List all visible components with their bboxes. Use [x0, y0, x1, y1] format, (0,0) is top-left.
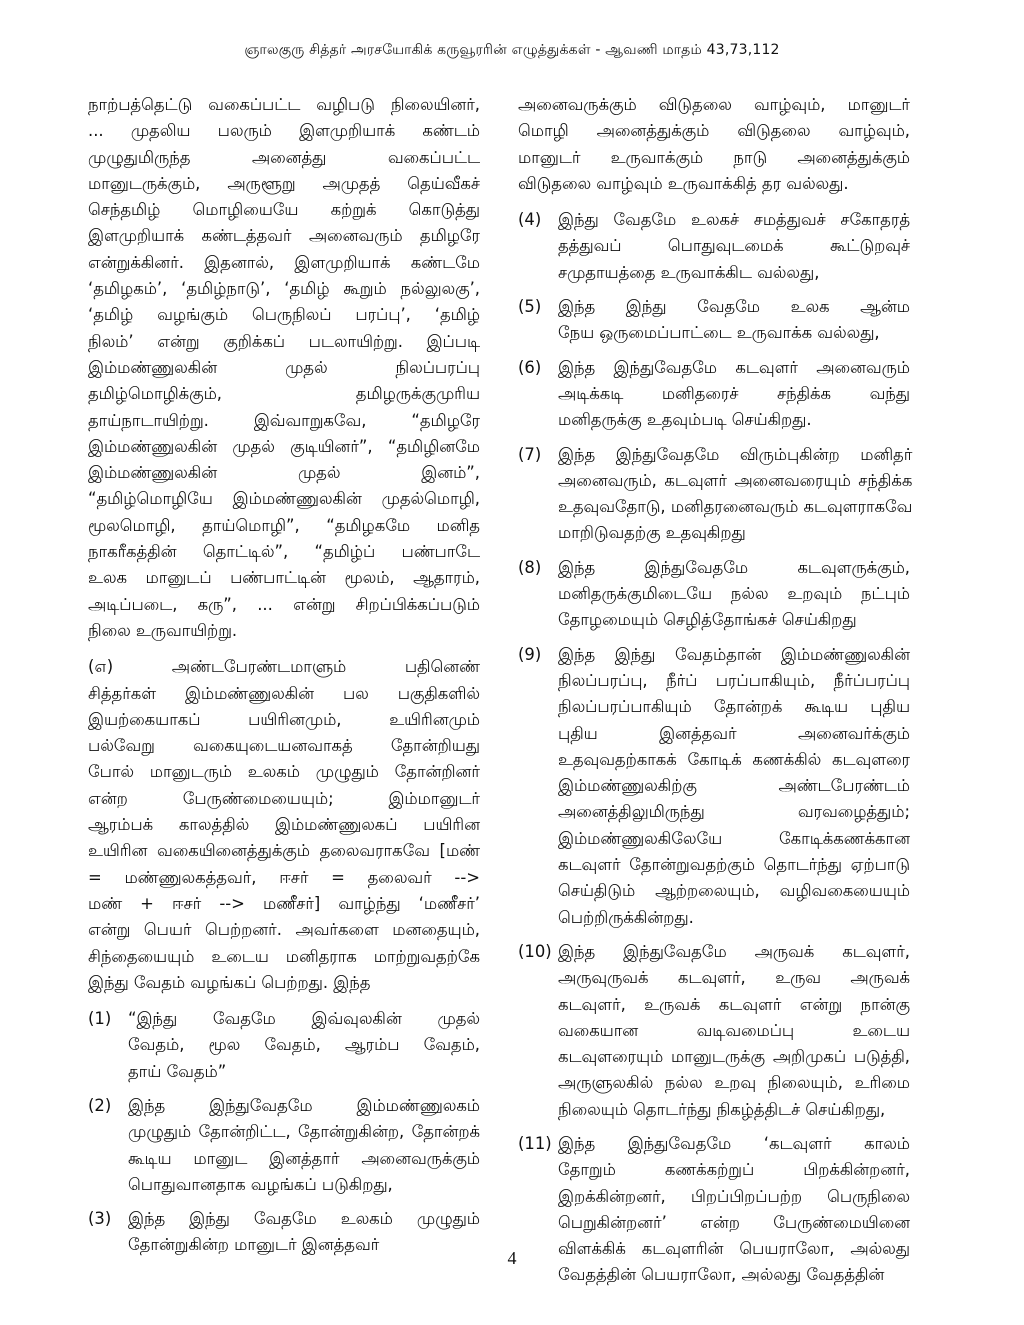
text-line: விளக்கிக் கடவுளரின் பெயராலோ, அல்லது [558, 1239, 910, 1259]
paragraph [88, 654, 480, 996]
text-line: இறக்கின்றனர், பிறப்பிறப்பற்ற பெருநிலை [558, 1186, 910, 1206]
text-line: மாறிடுவதற்கு உதவுகிறது [558, 523, 746, 543]
text-line: இந்த இந்து வேதமே உலகம் முழுதும் [128, 1209, 480, 1229]
list-item-number: (1) [88, 1009, 112, 1029]
text-line: இந்த இந்து வேதமே உலக ஆன்ம [558, 297, 910, 317]
text-line: இந்த இந்துவேதமே விரும்புகின்ற மனிதர் [558, 444, 913, 464]
list-item-number: (6) [518, 357, 542, 377]
text-line: என்ற பேருண்மையையும்; இம்மானுடர் [88, 788, 480, 808]
text-line: சிந்தையையும் உடைய மனிதராக மாற்றுவதற்கே [88, 946, 480, 966]
text-line: தோறும் கணக்கற்றுப் பிறக்கின்றனர், [558, 1160, 910, 1180]
text-line: புதிய இனத்தவர் அனைவர்க்கும் [558, 723, 910, 743]
text-line: இந்த இந்துவேதமே அருவக் கடவுளர், [558, 941, 910, 961]
text-line: செய்திடும் ஆற்றலையும், வழிவகையையும் [558, 881, 910, 901]
text-line: இம்மண்ணுலகின் முதல் இனம்”, [88, 463, 480, 483]
text-line: நிலப்பரப்பாகியும் தோன்றக் கூடிய புதிய [558, 697, 910, 717]
text-line: பல்வேறு வகையுடையனவாகத் தோன்றியது [88, 736, 480, 756]
text-line: நிலம்’ என்று குறிக்கப் படலாயிற்று. இப்படி [88, 331, 480, 351]
text-line: இந்த இந்துவேதமே இம்மண்ணுலகம் [128, 1095, 480, 1115]
text-line: பெறுகின்றனர்’ என்ற பேருண்மையினை [558, 1212, 910, 1232]
text-line: வேதம், மூல வேதம், ஆரம்ப வேதம், [128, 1035, 480, 1055]
list-item [88, 1093, 480, 1198]
list-item-text [558, 939, 910, 1123]
text-line: மானுடர் உருவாக்கும் நாடு அனைத்துக்கும் [518, 147, 910, 167]
text-line: கூடிய மானுட இனத்தார் அனைவருக்கும் [128, 1148, 480, 1168]
right-column [518, 92, 913, 1297]
page-number: 4 [507, 1248, 517, 1268]
list-item [88, 1006, 480, 1085]
list-item [518, 939, 910, 1123]
text-line: இந்த இந்துவேதமே ‘கடவுளர் காலம் [558, 1133, 910, 1153]
page-header: ஞாலகுரு சித்தர் அரசயோகிக் கருவூரரின் எழுத்துக்கள் - ஆவணி மாதம் 43,73,112 [244, 42, 780, 58]
text-line: போல் மானுடரும் உலகம் முழுதும் தோன்றினர் [88, 762, 480, 782]
text-line: ... முதலிய பலரும் இளமுறியாக் கண்டம் [88, 121, 480, 141]
text-line: முழுதுமிருந்த அனைத்து வகைப்பட்ட [88, 147, 480, 167]
text-line: தோழமையும் செழித்தோங்கச் செய்கிறது [558, 610, 857, 630]
text-line: பெற்றிருக்கின்றது. [558, 907, 694, 927]
list-item-number: (4) [518, 210, 542, 230]
numbered-list [518, 207, 913, 1289]
text-line: நேய ஒருமைப்பாட்டை உருவாக்க வல்லது, [558, 323, 880, 343]
list-item-number: (10) [518, 941, 552, 961]
text-line: மண் + ஈசர் --> மணீசர்] வாழ்ந்து ‘மணீசர்’ [88, 893, 480, 913]
text-line: வேதத்தின் பெயராலோ, அல்லது வேதத்தின் [558, 1265, 885, 1285]
list-item-text [558, 207, 910, 286]
text-line: தத்துவப் பொதுவுடமைக் கூட்டுறவுச் [558, 236, 910, 256]
list-item-text [558, 442, 912, 547]
left-column [88, 92, 480, 1267]
text-line: சித்தர்கள் இம்மண்ணுலகின் பல பகுதிகளில் [88, 683, 480, 703]
text-line: அடிப்படை, கரு”, ... என்று சிறப்பிக்கப்படும் [88, 594, 480, 614]
text-line: மொழி அனைத்துக்கும் விடுதலை வாழ்வும், [518, 121, 910, 141]
numbered-list [88, 1006, 480, 1259]
list-item [518, 555, 910, 634]
text-line: கடவுளர், உருவக் கடவுளர் என்று நான்கு [558, 994, 910, 1014]
paragraph [88, 92, 480, 644]
text-line: உதவுவதற்காகக் கோடிக் கணக்கில் கடவுளரை [558, 749, 910, 769]
text-line: இந்த இந்துவேதமே கடவுளர் அனைவரும் [558, 357, 910, 377]
paragraph [518, 92, 910, 197]
text-line: இந்த இந்துவேதமே கடவுளருக்கும், [558, 557, 910, 577]
list-item-number: (11) [518, 1133, 552, 1153]
text-line: மூலமொழி, தாய்மொழி”, “தமிழகமே மனித [88, 515, 480, 535]
text-line: முழுதும் தோன்றிட்ட, தோன்றுகின்ற, தோன்றக் [128, 1122, 480, 1142]
list-item-text [558, 294, 910, 347]
list-item [518, 355, 910, 434]
text-line: மனிதருக்குமிடையே நல்ல உறவும் நட்பும் [558, 584, 910, 604]
list-item-number: (3) [88, 1209, 112, 1229]
text-line: உயிரின வகையினைத்துக்கும் தலைவராகவே [மண் [88, 841, 480, 861]
text-line: இந்து வேதம் வழங்கப் பெற்றது. இந்த [88, 972, 371, 992]
text-line: அடிக்கடி மனிதரைச் சந்திக்க வந்து [558, 383, 910, 403]
text-line: என்றுக்கினர். இதனால், இளமுறியாக் கண்டமே [88, 252, 480, 272]
text-line: இந்து வேதமே உலகச் சமத்துவச் சகோதரத் [558, 210, 910, 230]
list-item-number: (9) [518, 644, 542, 664]
list-item-number: (2) [88, 1095, 112, 1115]
text-line: இளமுறியாக் கண்டத்தவர் அனைவரும் தமிழரே [88, 226, 480, 246]
text-line: கடவுளர் தோன்றுவதற்கும் தொடர்ந்து ஏற்பாடு [558, 855, 910, 875]
text-line: நாற்பத்தெட்டு வகைப்பட்ட வழிபடு நிலையினர், [88, 95, 480, 114]
list-item [518, 207, 910, 286]
text-line: தமிழ்மொழிக்கும், தமிழருக்குமுரிய [88, 384, 480, 404]
text-line: அருவுருவக் கடவுளர், உருவ அருவக் [558, 968, 910, 988]
text-line: நிலப்பரப்பு, நீர்ப் பரப்பாகியும், நீர்ப்பரப்பு [558, 670, 910, 690]
text-line: அனைத்திலுமிருந்து வரவழைத்தும்; [558, 802, 910, 822]
list-item-number: (7) [518, 444, 542, 464]
list-item-number: (8) [518, 557, 542, 577]
text-line: தாய்நாடாயிற்று. இவ்வாறுகவே, “தமிழரே [88, 410, 480, 430]
text-line: இம்மண்ணுலகிலேயே கோடிக்கணக்கான [558, 828, 910, 848]
text-line: அனைவருக்கும் விடுதலை வாழ்வும், மானுடர் [518, 95, 910, 114]
list-item-text [128, 1006, 480, 1085]
text-line: வகையான வடிவமைப்பு உடைய [558, 1020, 910, 1040]
text-line: தோன்றுகின்ற மானுடர் இனத்தவர் [128, 1235, 380, 1255]
list-item [518, 442, 913, 547]
text-line: இம்மண்ணுலகிற்கு அண்டபேரண்டம் [558, 776, 910, 796]
text-line: கடவுளரையும் மானுடருக்கு அறிமுகப் படுத்தி, [558, 1047, 910, 1067]
list-item [518, 642, 910, 931]
text-line: இம்மண்ணுலகின் முதல் நிலப்பரப்பு [88, 357, 480, 377]
text-line: என்று பெயர் பெற்றனர். அவர்களை மனதையும், [88, 920, 480, 940]
text-line: அருளுலகில் நல்ல உறவு நிலையும், உரிமை [558, 1073, 910, 1093]
text-line: மானுடருக்கும், அருளூறு அமுதத் தெய்வீகச் [88, 173, 480, 193]
text-line: அனைவரும், கடவுளர் அனைவரையும் சந்திக்க [558, 470, 913, 490]
text-line: உலக மானுடப் பண்பாட்டின் மூலம், ஆதாரம், [88, 568, 480, 588]
list-item [518, 294, 910, 347]
text-line: “தமிழ்மொழியே இம்மண்ணுலகின் முதல்மொழி, [88, 489, 480, 509]
text-line: செந்தமிழ் மொழியையே கற்றுக் கொடுத்து [88, 200, 480, 220]
text-line: இயற்கையாகப் பயிரினமும், உயிரினமும் [88, 709, 480, 729]
text-line: நிலையும் தொடர்ந்து நிகழ்த்திடச் செய்கிறது, [558, 1099, 886, 1119]
text-line: விடுதலை வாழ்வும் உருவாக்கித் தர வல்லது. [518, 173, 849, 193]
text-line: சமுதாயத்தை உருவாக்கிட வல்லது, [558, 262, 820, 282]
text-line: இம்மண்ணுலகின் முதல் குடியினர்”, “தமிழினமே [88, 436, 480, 456]
text-line: பொதுவானதாக வழங்கப் படுகிறது, [128, 1174, 393, 1194]
text-line: உதவுவதோடு, மனிதரனைவரும் கடவுளராகவே [558, 497, 913, 517]
list-item-text [128, 1093, 480, 1198]
text-line: நிலை உருவாயிற்று. [88, 620, 238, 640]
text-line: நாகரீகத்தின் தொட்டில்”, “தமிழ்ப் பண்பாடே [88, 542, 480, 562]
text-line: “இந்து வேதமே இவ்வுலகின் முதல் [128, 1009, 480, 1029]
list-item-number: (5) [518, 297, 542, 317]
list-item-text [558, 555, 910, 634]
text-line: இந்த இந்து வேதம்தான் இம்மண்ணுலகின் [558, 644, 910, 664]
text-line: (௭) அண்டபேரண்டமாளும் பதினெண் [88, 657, 480, 677]
list-item-text [558, 355, 910, 434]
text-line: தாய் வேதம்” [128, 1061, 227, 1081]
text-line: மனிதருக்கு உதவும்படி செய்கிறது. [558, 410, 812, 430]
text-line: ஆரம்பக் காலத்தில் இம்மண்ணுலகப் பயிரின [88, 815, 480, 835]
text-line: ‘தமிழகம்’, ‘தமிழ்நாடு’, ‘தமிழ் கூறும் நல்லுலகு’, [88, 279, 480, 299]
text-line: ‘தமிழ் வழங்கும் பெருநிலப் பரப்பு’, ‘தமிழ் [88, 305, 480, 325]
list-item-text [558, 642, 910, 931]
text-line: = மண்ணுலகத்தவர், ஈசர் = தலைவர் --> [88, 867, 480, 887]
